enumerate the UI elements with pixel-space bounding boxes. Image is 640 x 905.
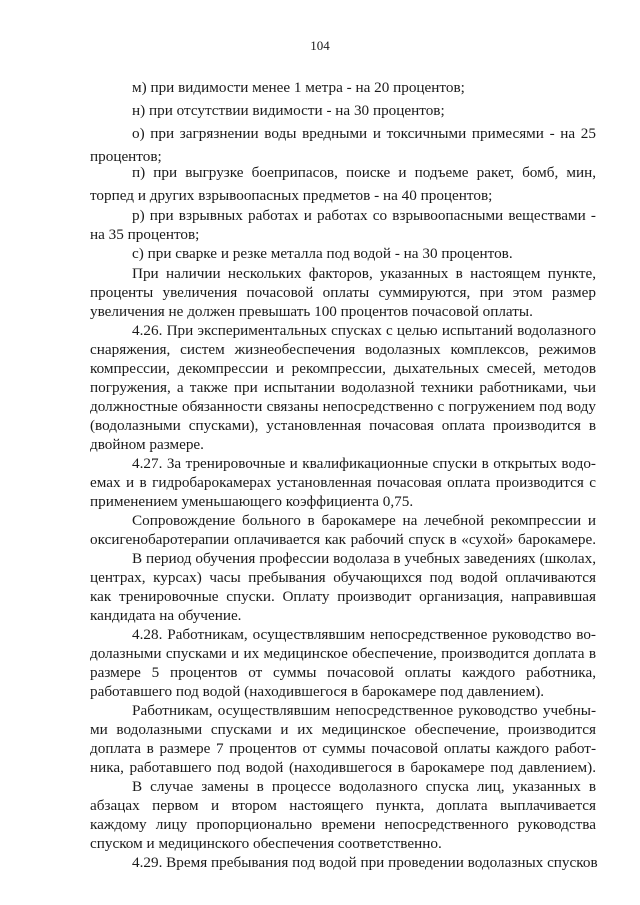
text-line: на 35 процентов;: [90, 226, 200, 243]
text-line: погружения, а также при испытании водолазной техники работниками, чьи: [90, 379, 596, 396]
text-line: с) при сварке и резке металла под водой - на 30 процентов.: [132, 245, 513, 262]
text-line: п) при выгрузке боеприпасов, поиске и подъеме ракет, бомб, мин,: [132, 164, 596, 181]
text-line: абзацах первом и втором настоящего пункта, доплата выплачивается: [90, 797, 596, 814]
text-line: размере 5 процентов от суммы почасовой оплаты каждого работника,: [90, 664, 596, 681]
text-line: При наличии нескольких факторов, указанных в настоящем пункте,: [132, 265, 596, 282]
text-line: кандидата на обучение.: [90, 607, 242, 624]
text-line: должностные обязанности связаны непосредственно с погружением под воду: [90, 398, 596, 415]
text-line: ника, работавшего под водой (находившегося в барокамере под давлением).: [90, 759, 596, 776]
text-line: 4.27. За тренировочные и квалификационные спуски в открытых водо-: [132, 455, 596, 472]
text-line: спуском и медицинского обеспечения соответственно.: [90, 835, 442, 852]
text-line: компрессии, декомпрессии и рекомпрессии, дыхательных смесей, методов: [90, 360, 596, 377]
text-line: Работникам, осуществлявшим непосредственное руководство учебны-: [132, 702, 596, 719]
text-line: проценты увеличения почасовой оплаты суммируются, при этом размер: [90, 284, 596, 301]
text-line: двойном размере.: [90, 436, 204, 453]
text-line: В случае замены в процессе водолазного спуска лиц, указанных в: [132, 778, 596, 795]
text-line: м) при видимости менее 1 метра - на 20 процентов;: [132, 79, 465, 96]
text-line: емах и в гидробарокамерах установленная почасовая оплата производится с: [90, 474, 596, 491]
text-line: (водолазными спусками), установленная почасовая оплата производится в: [90, 417, 596, 434]
text-line: каждому лицу пропорционально времени непосредственного руководства: [90, 816, 596, 833]
text-line: оксигенобаротерапии оплачивается как рабочий спуск в «сухой» барокамере.: [90, 531, 596, 548]
text-line: о) при загрязнении воды вредными и токсичными примесями - на 25: [132, 125, 596, 142]
text-line: р) при взрывных работах и работах со взрывоопасными веществами -: [132, 207, 596, 224]
text-line: центрах, курсах) часы пребывания обучающихся под водой оплачиваются: [90, 569, 596, 586]
text-line: 4.29. Время пребывания под водой при проведении водолазных спусков: [132, 854, 598, 871]
text-line: ми водолазными спусками и их медицинское обеспечение, производится: [90, 721, 596, 738]
text-line: торпед и других взрывоопасных предметов - на 40 процентов;: [90, 187, 493, 204]
text-line: увеличения не должен превышать 100 процентов почасовой оплаты.: [90, 303, 533, 320]
text-line: долазными спусками и их медицинское обеспечение, производится доплата в: [90, 645, 596, 662]
text-line: 4.28. Работникам, осуществлявшим непосредственное руководство во-: [132, 626, 596, 643]
text-line: применением уменьшающего коэффициента 0,75.: [90, 493, 414, 510]
text-line: Сопровождение больного в барокамере на лечебной рекомпрессии и: [132, 512, 596, 529]
text-line: 4.26. При экспериментальных спусках с целью испытаний водолазного: [132, 322, 596, 339]
text-line: В период обучения профессии водолаза в учебных заведениях (школах,: [132, 550, 596, 567]
text-line: доплата в размере 7 процентов от суммы почасовой оплаты каждого работ-: [90, 740, 596, 757]
text-line: н) при отсутствии видимости - на 30 процентов;: [132, 102, 445, 119]
text-line: снаряжения, систем жизнеобеспечения водолазных комплексов, режимов: [90, 341, 596, 358]
text-line: работавшего под водой (находившегося в барокамере под давлением).: [90, 683, 545, 700]
text-line: как тренировочные спуски. Оплату производит организация, направившая: [90, 588, 596, 605]
page-number: 104: [310, 38, 330, 53]
text-line: процентов;: [90, 148, 162, 165]
